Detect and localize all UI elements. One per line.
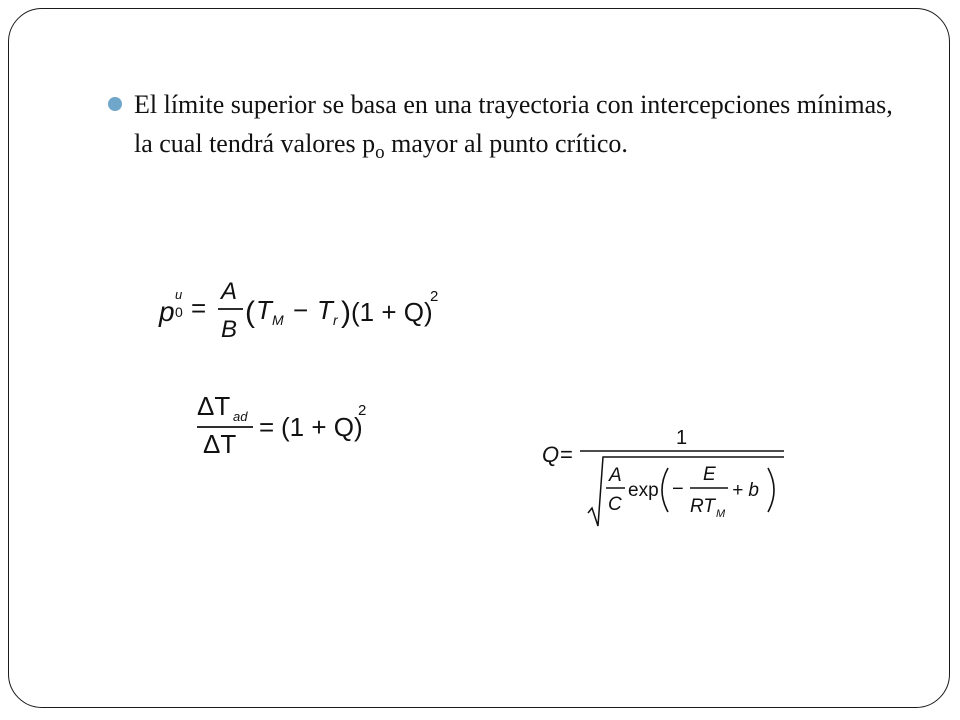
eq3-paren-right-icon bbox=[768, 468, 774, 512]
eq3-paren-left-icon bbox=[662, 468, 668, 512]
eq2-equals: = bbox=[259, 412, 275, 442]
eq3-a: A bbox=[609, 465, 622, 486]
eq2-num: ΔT bbox=[197, 391, 231, 421]
eq1-p: p bbox=[159, 296, 175, 327]
eq3-minus: − bbox=[672, 478, 684, 500]
eq1-tr: T bbox=[317, 295, 333, 325]
bullet-text-tail: mayor al punto crítico. bbox=[384, 129, 628, 158]
eq1-tm-sub: M bbox=[272, 312, 284, 328]
eq1-paren-open: ( bbox=[245, 296, 255, 329]
eq3-equals: = bbox=[560, 442, 573, 467]
eq3-q: Q bbox=[542, 442, 560, 467]
eq2-exponent: 2 bbox=[358, 402, 367, 419]
eq3-exp-fn: exp bbox=[628, 480, 659, 501]
eq1-p-sub: 0 bbox=[175, 304, 183, 320]
eq2-num-sub: ad bbox=[233, 409, 248, 424]
bullet-text-subscript: o bbox=[375, 142, 385, 163]
eq1-minus: − bbox=[293, 295, 309, 325]
eq1-tr-sub: r bbox=[333, 312, 338, 328]
eq1-num-a: A bbox=[221, 278, 238, 305]
eq3-rt: RT bbox=[690, 496, 715, 517]
formula-p0-upper bbox=[155, 275, 445, 350]
eq1-equals: = bbox=[191, 293, 207, 323]
eq3-plus-b: + b bbox=[732, 480, 759, 501]
eq1-exponent: 2 bbox=[430, 288, 439, 305]
bullet-text bbox=[134, 85, 894, 166]
eq3-rt-sub: M bbox=[716, 508, 726, 520]
formula-delta-tad bbox=[195, 385, 370, 460]
bullet-text-main: El límite superior se basa en una trayectoria con intercepciones mínimas, la cual tendrá valores p bbox=[134, 90, 893, 158]
eq2-one-plus-q: (1 + Q) bbox=[281, 412, 363, 442]
eq1-den-b: B bbox=[221, 316, 238, 343]
bullet-dot-icon bbox=[108, 97, 122, 111]
eq1-paren-close: ) bbox=[341, 296, 351, 329]
eq3-num: 1 bbox=[676, 427, 688, 449]
eq3-e: E bbox=[703, 464, 716, 485]
eq1-tm: T bbox=[256, 295, 272, 325]
eq1-one-plus-q: (1 + Q) bbox=[351, 297, 433, 327]
eq1-p-sup: u bbox=[175, 287, 183, 302]
eq2-den: ΔT bbox=[203, 429, 237, 459]
formula-q bbox=[540, 420, 790, 535]
eq3-c: C bbox=[608, 494, 622, 515]
